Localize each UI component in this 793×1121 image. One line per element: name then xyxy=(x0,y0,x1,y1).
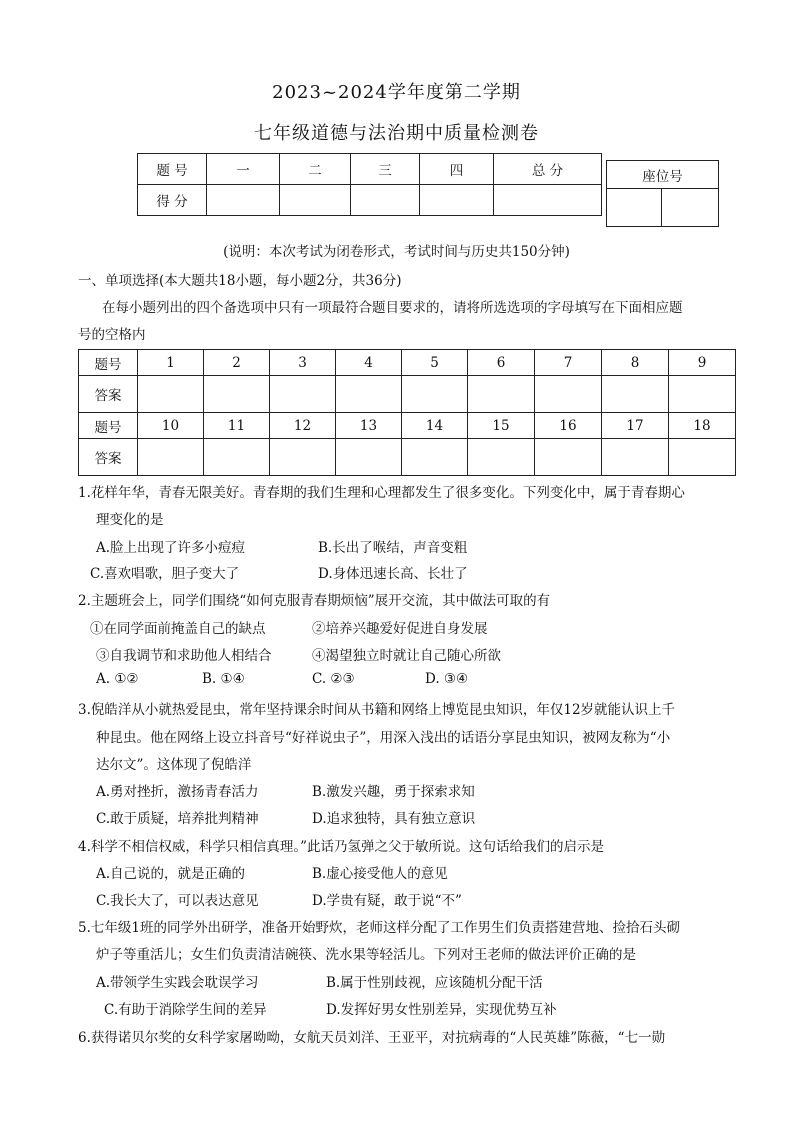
q3-option-b: B.激发兴趣，勇于探索求知 xyxy=(312,784,475,800)
q1-option-b: B.长出了喉结，声音变粗 xyxy=(318,540,468,556)
q3-option-a: A.勇对挫折，激扬青春活力 xyxy=(96,784,259,800)
q1-stem: 1.花样年华，青春无限美好。青春期的我们生理和心理都发生了很多变化。下列变化中，属于青春期心 xyxy=(78,485,685,501)
answer-cell[interactable] xyxy=(270,376,336,413)
grid-label: 题号 xyxy=(79,350,138,376)
q4-stem: 4.科学不相信权威，科学只相信真理。”此话乃氢弹之父于敏所说。这句话给我们的启示是 xyxy=(78,839,605,855)
grid-question-number: 7 xyxy=(535,350,602,376)
grid-question-number: 15 xyxy=(468,413,535,439)
q5-stem-cont: 炉子等重活儿；女生们负责清洁碗筷、洗水果等轻活儿。下列对王老师的做法评价正确的是 xyxy=(96,947,636,963)
q3-option-d: D.追求独特，具有独立意识 xyxy=(312,811,476,827)
q5-option-c: C.有助于消除学生间的差异 xyxy=(104,1002,267,1018)
grid-question-number: 6 xyxy=(468,350,535,376)
exam-title-term: 2023~2024学年度第二学期 xyxy=(272,82,521,103)
grid-question-number: 4 xyxy=(336,350,402,376)
answer-cell[interactable] xyxy=(138,439,204,476)
answer-cell[interactable] xyxy=(402,439,468,476)
seat-label: 座位号 xyxy=(607,161,719,189)
grid-question-number: 17 xyxy=(602,413,669,439)
answer-cell[interactable] xyxy=(669,376,736,413)
q1-option-d: D.身体迅速长高、长壮了 xyxy=(318,566,468,582)
answer-cell[interactable] xyxy=(402,376,468,413)
answer-cell[interactable] xyxy=(535,439,602,476)
answer-cell[interactable] xyxy=(602,439,669,476)
score-header-cell: 题 号 xyxy=(138,154,207,185)
grid-question-number: 10 xyxy=(138,413,204,439)
score-header-cell: 二 xyxy=(280,154,351,185)
q2-option-b: B. ①④ xyxy=(202,671,245,687)
q3-stem-cont2: 达尔文”。这体现了倪皓洋 xyxy=(96,757,252,773)
answer-cell[interactable] xyxy=(138,376,204,413)
q2-statement-1: ①在同学面前掩盖自己的缺点 xyxy=(90,621,266,637)
score-cell[interactable] xyxy=(494,185,602,216)
score-header-cell: 三 xyxy=(351,154,420,185)
q5-option-b: B.属于性别歧视，应该随机分配干活 xyxy=(326,975,543,991)
score-header-cell: 四 xyxy=(420,154,494,185)
q2-option-d: D. ③④ xyxy=(425,671,469,687)
section-heading: 一、单项选择(本大题共18小题，每小题2分，共36分) xyxy=(78,273,402,289)
section-instruction-cont: 号的空格内 xyxy=(78,327,146,343)
grid-label: 答案 xyxy=(79,439,138,476)
q3-stem-cont: 种昆虫。他在网络上设立抖音号“好祥说虫子”，用深入浅出的话语分享昆虫知识，被网友称为“小 xyxy=(96,730,671,746)
seat-number-box xyxy=(606,160,719,227)
q6-stem: 6.获得诺贝尔奖的女科学家屠呦呦，女航天员刘洋、王亚平，对抗病毒的“人民英雄”陈薇，“七一勋 xyxy=(78,1030,666,1046)
answer-cell[interactable] xyxy=(468,376,535,413)
answer-cell[interactable] xyxy=(204,376,270,413)
score-header-cell: 一 xyxy=(207,154,280,185)
grid-question-number: 11 xyxy=(204,413,270,439)
q2-option-a: A. ①② xyxy=(96,671,139,687)
score-cell[interactable] xyxy=(351,185,420,216)
grid-question-number: 12 xyxy=(270,413,336,439)
grid-question-number: 16 xyxy=(535,413,602,439)
q4-option-d: D.学贵有疑，敢于说“不” xyxy=(312,893,462,909)
score-row-label: 得 分 xyxy=(138,185,207,216)
answer-cell[interactable] xyxy=(468,439,535,476)
q4-option-b: B.虚心接受他人的意见 xyxy=(312,866,448,882)
answer-cell[interactable] xyxy=(336,439,402,476)
score-cell[interactable] xyxy=(207,185,280,216)
score-header-cell: 总 分 xyxy=(494,154,602,185)
section-instruction: 在每小题列出的四个备选项中只有一项最符合题目要求的，请将所选选项的字母填写在下面相应题 xyxy=(102,300,683,316)
answer-cell[interactable] xyxy=(602,376,669,413)
answer-cell[interactable] xyxy=(336,376,402,413)
grid-label: 答案 xyxy=(79,376,138,413)
grid-question-number: 5 xyxy=(402,350,468,376)
grid-question-number: 13 xyxy=(336,413,402,439)
q4-option-a: A.自己说的，就是正确的 xyxy=(96,866,246,882)
q2-statement-4: ④渴望独立时就让自己随心所欲 xyxy=(312,648,501,664)
exam-title-subject: 七年级道德与法治期中质量检测卷 xyxy=(254,123,539,144)
q3-option-c: C.敢于质疑，培养批判精神 xyxy=(96,811,259,827)
seat-cell[interactable] xyxy=(607,189,662,227)
answer-cell[interactable] xyxy=(535,376,602,413)
q4-option-c: C.我长大了，可以表达意见 xyxy=(96,893,259,909)
score-cell[interactable] xyxy=(420,185,494,216)
answer-grid xyxy=(78,349,736,476)
grid-question-number: 3 xyxy=(270,350,336,376)
exam-note: (说明：本次考试为闭卷形式，考试时间与历史共150分钟) xyxy=(223,244,570,260)
q2-statement-3: ③自我调节和求助他人相结合 xyxy=(96,648,272,664)
q1-stem-cont: 理变化的是 xyxy=(96,512,164,528)
grid-question-number: 9 xyxy=(669,350,736,376)
q5-stem: 5.七年级1班的同学外出研学，准备开始野炊，老师这样分配了工作男生们负责搭建营地、捡拾石头砌 xyxy=(78,920,680,936)
grid-question-number: 18 xyxy=(669,413,736,439)
grid-label: 题号 xyxy=(79,413,138,439)
answer-cell[interactable] xyxy=(204,439,270,476)
q2-statement-2: ②培养兴趣爱好促进自身发展 xyxy=(312,621,488,637)
answer-cell[interactable] xyxy=(669,439,736,476)
score-table xyxy=(137,153,602,216)
q5-option-a: A.带领学生实践会耽误学习 xyxy=(96,975,259,991)
grid-question-number: 8 xyxy=(602,350,669,376)
seat-cell[interactable] xyxy=(662,189,719,227)
q2-option-c: C. ②③ xyxy=(312,671,355,687)
q3-stem: 3.倪皓洋从小就热爱昆虫，常年坚持课余时间从书籍和网络上博览昆虫知识，年仅12岁就能认识上千 xyxy=(78,702,676,718)
answer-cell[interactable] xyxy=(270,439,336,476)
grid-question-number: 14 xyxy=(402,413,468,439)
grid-question-number: 2 xyxy=(204,350,270,376)
q5-option-d: D.发挥好男女性别差异，实现优势互补 xyxy=(326,1002,557,1018)
score-cell[interactable] xyxy=(280,185,351,216)
q2-stem: 2.主题班会上，同学们围绕“如何克服青春期烦恼”展开交流，其中做法可取的有 xyxy=(78,593,551,609)
grid-question-number: 1 xyxy=(138,350,204,376)
q1-option-c: C.喜欢唱歌，胆子变大了 xyxy=(90,566,240,582)
q1-option-a: A.脸上出现了许多小痘痘 xyxy=(96,540,246,556)
